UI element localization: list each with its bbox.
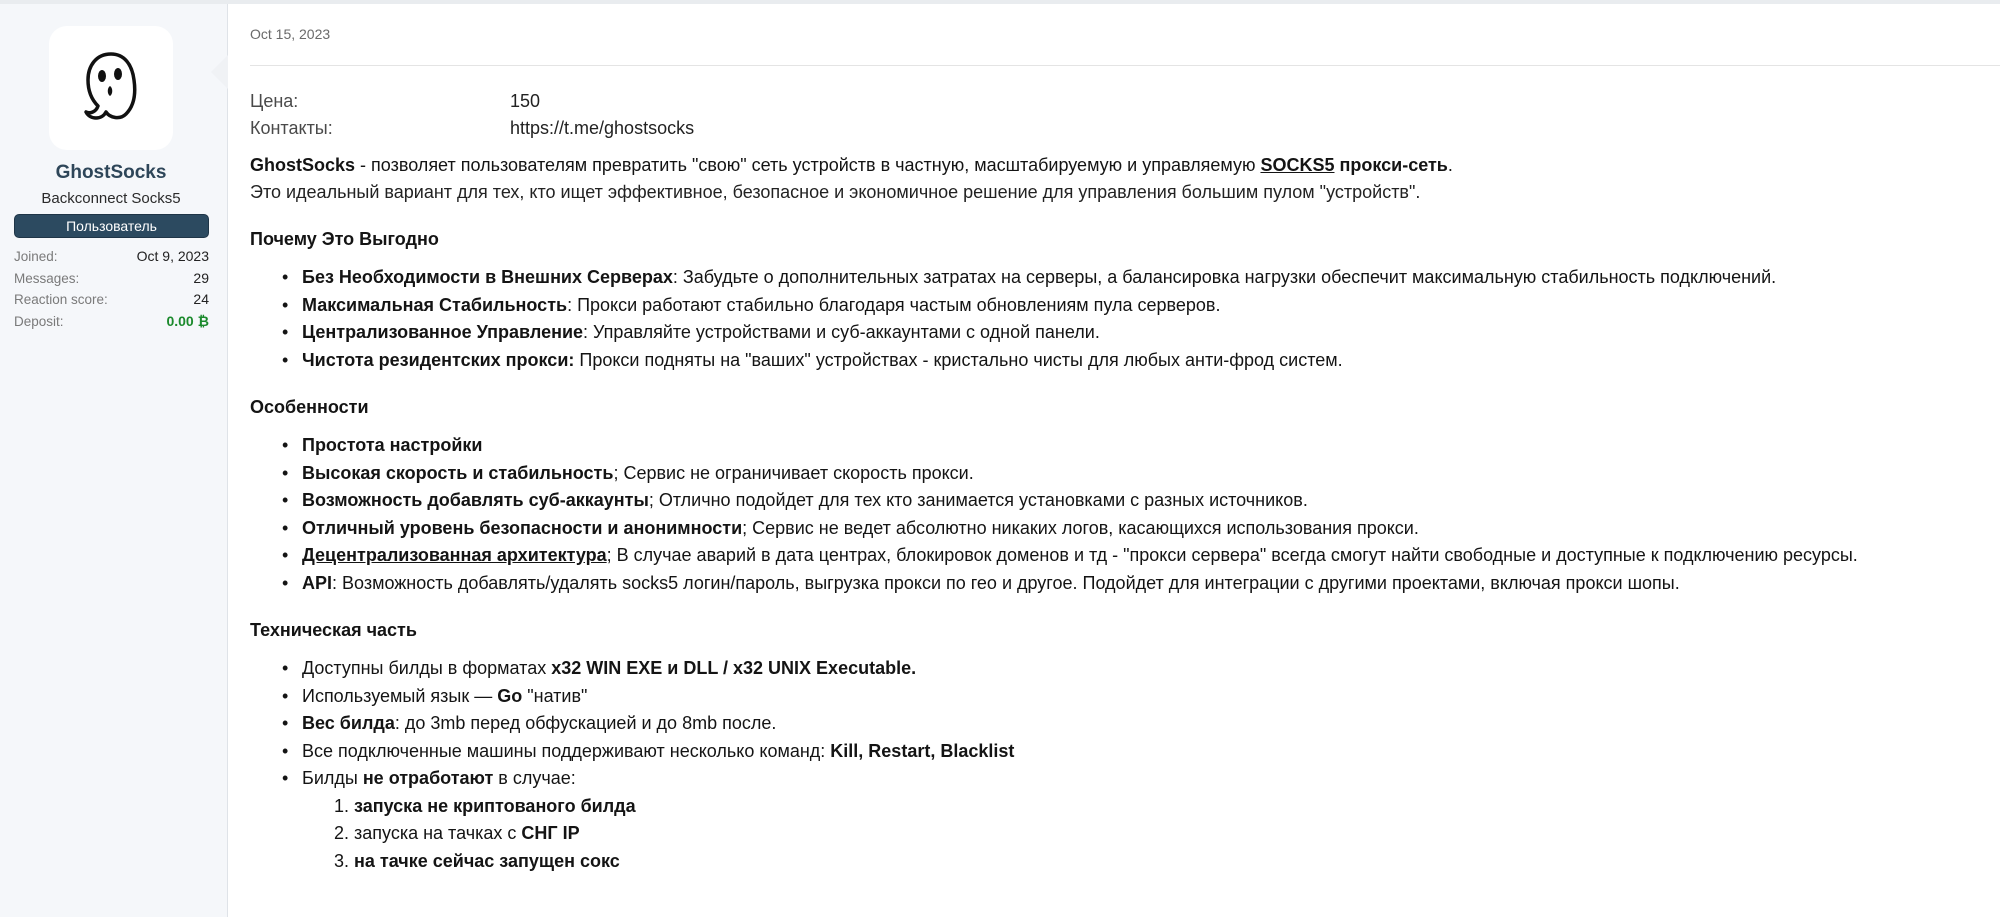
stat-label: Deposit: [14,313,64,329]
list-item [282,264,2000,292]
post-date[interactable]: Oct 15, 2023 [250,26,331,42]
contacts-row [250,115,2000,142]
intro-text-end: . [1447,155,1453,175]
list-item [334,793,2000,821]
item-text: Доступны билды в форматах [302,658,552,678]
item-text: : Управляйте устройствами и суб-аккаунтами с одной панели. [583,322,1100,342]
section-heading-benefits: Почему Это Выгодно [250,229,439,249]
price-value: 150 [510,91,541,111]
conditions-list [334,793,2000,876]
item-bold: СНГ IP [521,823,580,843]
ghost-icon [76,48,146,128]
item-number: 1. [334,795,355,816]
contacts-link[interactable]: https://t.me/ghostsocks [510,117,695,138]
intro-line-2: Это идеальный вариант для тех, кто ищет эффективное, безопасное и экономичное решение для управления большим пулом "устройств". [250,182,1421,202]
item-text: запуска на тачках с [354,823,522,843]
item-text: ; Сервис не ограничивает скорость прокси. [613,462,974,483]
list-item [282,710,2000,738]
item-bold: Максимальная Стабильность [302,294,568,315]
item-bold: Чистота резидентских прокси: [302,349,575,370]
list-item [282,738,2000,766]
item-text: Билды [302,768,363,788]
list-item [282,570,2000,598]
stat-joined [14,246,209,268]
list-item [282,319,2000,347]
item-bold: API [302,572,333,593]
features-list [282,432,2000,597]
item-bold-link[interactable]: Децентрализованная архитектура [302,545,607,565]
list-item [282,460,2000,488]
username[interactable]: GhostSocks [55,162,167,183]
section-heading-technical: Техническая часть [250,620,417,640]
stat-messages [14,268,209,290]
message-pointer [211,55,228,89]
item-bold: Без Необходимости в Внешних Серверах [302,267,673,287]
price-label: Цена: [250,91,299,111]
avatar[interactable] [49,26,173,150]
intro-line-1 [250,152,2000,179]
item-text: : Возможность добавлять/удалять socks5 логин/пароль, выгрузка прокси по гео и другое. Подойдет для интеграции с другими проектами, включая прокси шопы. [332,572,1680,593]
list-item [282,542,2000,570]
list-item [282,655,2000,683]
item-bold: Kill, Restart, Blacklist [830,740,1015,761]
item-text: Используемый язык — [302,685,498,706]
socks5-link[interactable]: SOCKS5 [1260,155,1335,175]
item-text: : Забудьте о дополнительных затратах на серверы, а балансировка нагрузки обеспечит максимальную стабильность подключений. [672,267,1777,287]
item-text: : Прокси работают стабильно благодаря частым обновлениям пула серверов. [567,294,1221,315]
item-bold: Отличный уровень безопасности и анонимности [302,517,743,538]
contacts-label: Контакты: [250,117,333,138]
stat-value: 0.00 ₿ [166,312,209,329]
user-stats [14,246,209,332]
stat-deposit [14,311,209,333]
benefits-list [282,264,2000,374]
item-text: ; В случае аварий в дата центрах, блокировок доменов и тд - "прокси сервера" всегда смогут найти свободные и доступные к подключению ресурсы. [606,545,1858,565]
stat-reaction-score [14,289,209,311]
item-text: ; Отлично подойдет для тех кто занимается установками с разных источников. [648,490,1308,510]
item-bold: Вес билда [302,713,395,733]
intro-paragraph [250,152,2000,206]
item-text: Все подключенные машины поддерживают несколько команд: [302,740,831,761]
item-bold: x32 WIN EXE и DLL / x32 UNIX Executable [551,658,912,678]
divider [250,65,2000,66]
post-body [230,4,2000,917]
post-content [250,88,2000,875]
list-item [334,848,2000,876]
item-bold: Возможность добавлять суб-аккаунты [302,490,649,510]
item-bold: Централизованное Управление [302,322,584,342]
item-bold: на тачке сейчас запущен сокс [354,850,620,871]
item-bold: запуска не криптованого билда [354,795,636,816]
item-number: 2. [334,823,355,843]
stat-value: 29 [193,269,209,286]
list-item [282,683,2000,711]
item-bold: Простота настройки [302,435,483,455]
brand-name: GhostSocks [250,155,356,175]
list-item [282,347,2000,375]
item-text: Прокси подняты на "ваших" устройствах - кристально чисты для любых анти-фрод систем. [574,349,1343,370]
stat-label: Reaction score: [14,292,108,307]
user-title: Backconnect Socks5 [41,190,181,207]
item-text: "натив" [522,685,588,706]
item-text: : до 3mb перед обфускацией и до 8mb после. [394,713,777,733]
stat-label: Joined: [14,249,58,264]
item-bold: Go [497,685,523,706]
author-sidebar [0,4,228,917]
list-item [282,487,2000,515]
item-text: ; Сервис не ведет абсолютно никаких логов, касающихся использования прокси. [742,517,1419,538]
user-group-badge: Пользователь [14,214,209,238]
technical-list [282,655,2000,793]
item-bold: не отработают [362,768,494,788]
item-text: . [911,658,917,678]
price-row [250,88,2000,115]
list-item [282,515,2000,543]
item-number: 3. [334,850,355,871]
item-bold: Высокая скорость и стабильность [302,462,614,483]
intro-bold-text: прокси-сеть [1334,155,1448,175]
intro-text: - позволяет пользователям превратить "свою" сеть устройств в частную, масштабируемую и управляемую [355,155,1261,175]
list-item [282,292,2000,320]
stat-value: 24 [193,291,209,307]
list-item [282,432,2000,460]
section-heading-features: Особенности [250,397,369,417]
stat-value: Oct 9, 2023 [136,248,209,264]
list-item [282,765,2000,793]
list-item [334,820,2000,848]
stat-label: Messages: [14,270,80,286]
item-text: в случае: [493,768,576,788]
